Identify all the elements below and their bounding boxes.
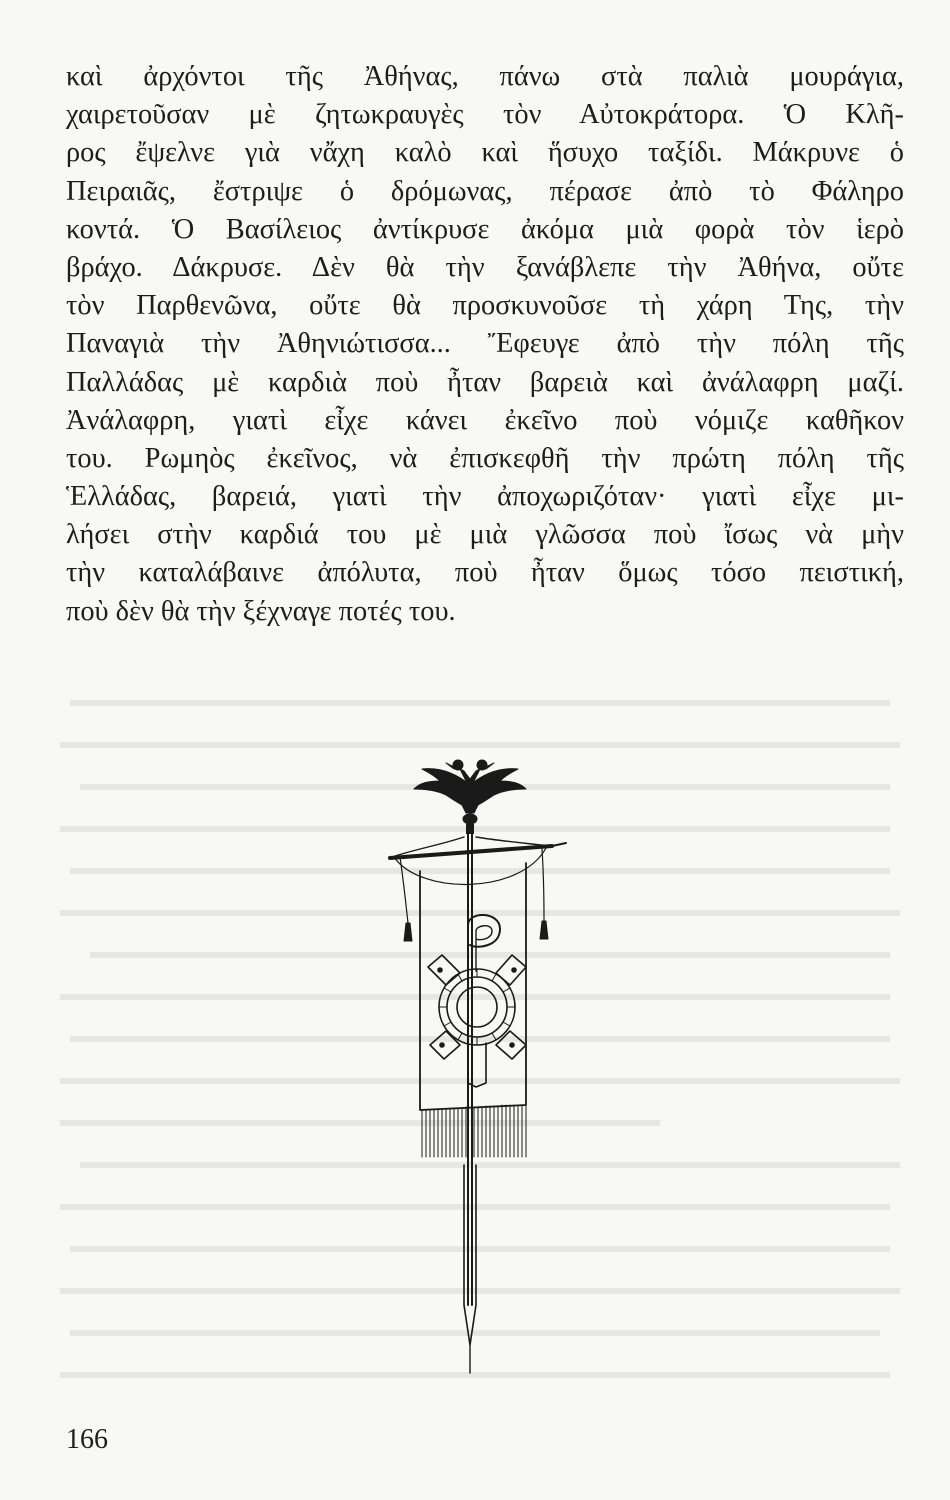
labarum-banner-icon <box>330 745 610 1375</box>
text-line: ρος ἔψελνε γιὰ νἄχη καλὸ καὶ ἥσυχο ταξίδι. Μάκρυνε ὁ <box>66 137 904 169</box>
text-line: τὴν καταλάβαινε ἀπόλυτα, ποὺ ἦταν ὅμως τόσο πειστική, <box>66 557 904 589</box>
text-line: καὶ ἀρχόντοι τῆς Ἀθήνας, πάνω στὰ παλιὰ μουράγια, <box>66 61 904 92</box>
text-line: Ἀνάλαφρη, γιατὶ εἶχε κάνει ἐκεῖνο ποὺ νόμιζε καθῆκον <box>66 404 904 436</box>
body-text <box>66 58 904 631</box>
text-line: χαιρετοῦσαν μὲ ζητωκραυγὲς τὸν Αὐτοκράτορα. Ὁ Κλῆ- <box>66 99 904 131</box>
text-line: βράχο. Δάκρυσε. Δὲν θὰ τὴν ξανάβλεπε τὴν Ἀθήνα, οὔτε <box>66 251 904 283</box>
text-line: κοντά. Ὁ Βασίλειος ἀντίκρυσε ἀκόμα μιὰ φορὰ τὸν ἱερὸ <box>66 213 904 245</box>
text-line: λήσει στὴν καρδιά του μὲ μιὰ γλῶσσα ποὺ ἴσως νὰ μὴν <box>66 519 904 551</box>
text-line: του. Ρωμηὸς ἐκεῖνος, νὰ ἐπισκεφθῆ τὴν πρώτη πόλη τῆς <box>66 442 904 474</box>
text-line: τὸν Παρθενῶνα, οὔτε θὰ προσκυνοῦσε τὴ χάρη Της, τὴν <box>66 290 904 322</box>
text-line: Ἑλλάδας, βαρειά, γιατὶ τὴν ἀποχωριζόταν· γιατὶ εἶχε μι- <box>66 481 904 513</box>
text-line: Πειραιᾶς, ἔστριψε ὁ δρόμωνας, πέρασε ἀπὸ τὸ Φάληρο <box>66 175 904 207</box>
text-line: Παλλάδας μὲ καρδιὰ ποὺ ἦταν βαρειὰ καὶ ἀνάλαφρη μαζί. <box>66 366 904 398</box>
text-line-last: ποὺ δὲν θὰ τὴν ξέχναγε ποτές του. <box>66 595 456 627</box>
text-line: Παναγιὰ τὴν Ἀθηνιώτισσα... Ἔφευγε ἀπὸ τὴν πόλη τῆς <box>66 328 904 360</box>
page-number: 166 <box>66 1424 108 1455</box>
